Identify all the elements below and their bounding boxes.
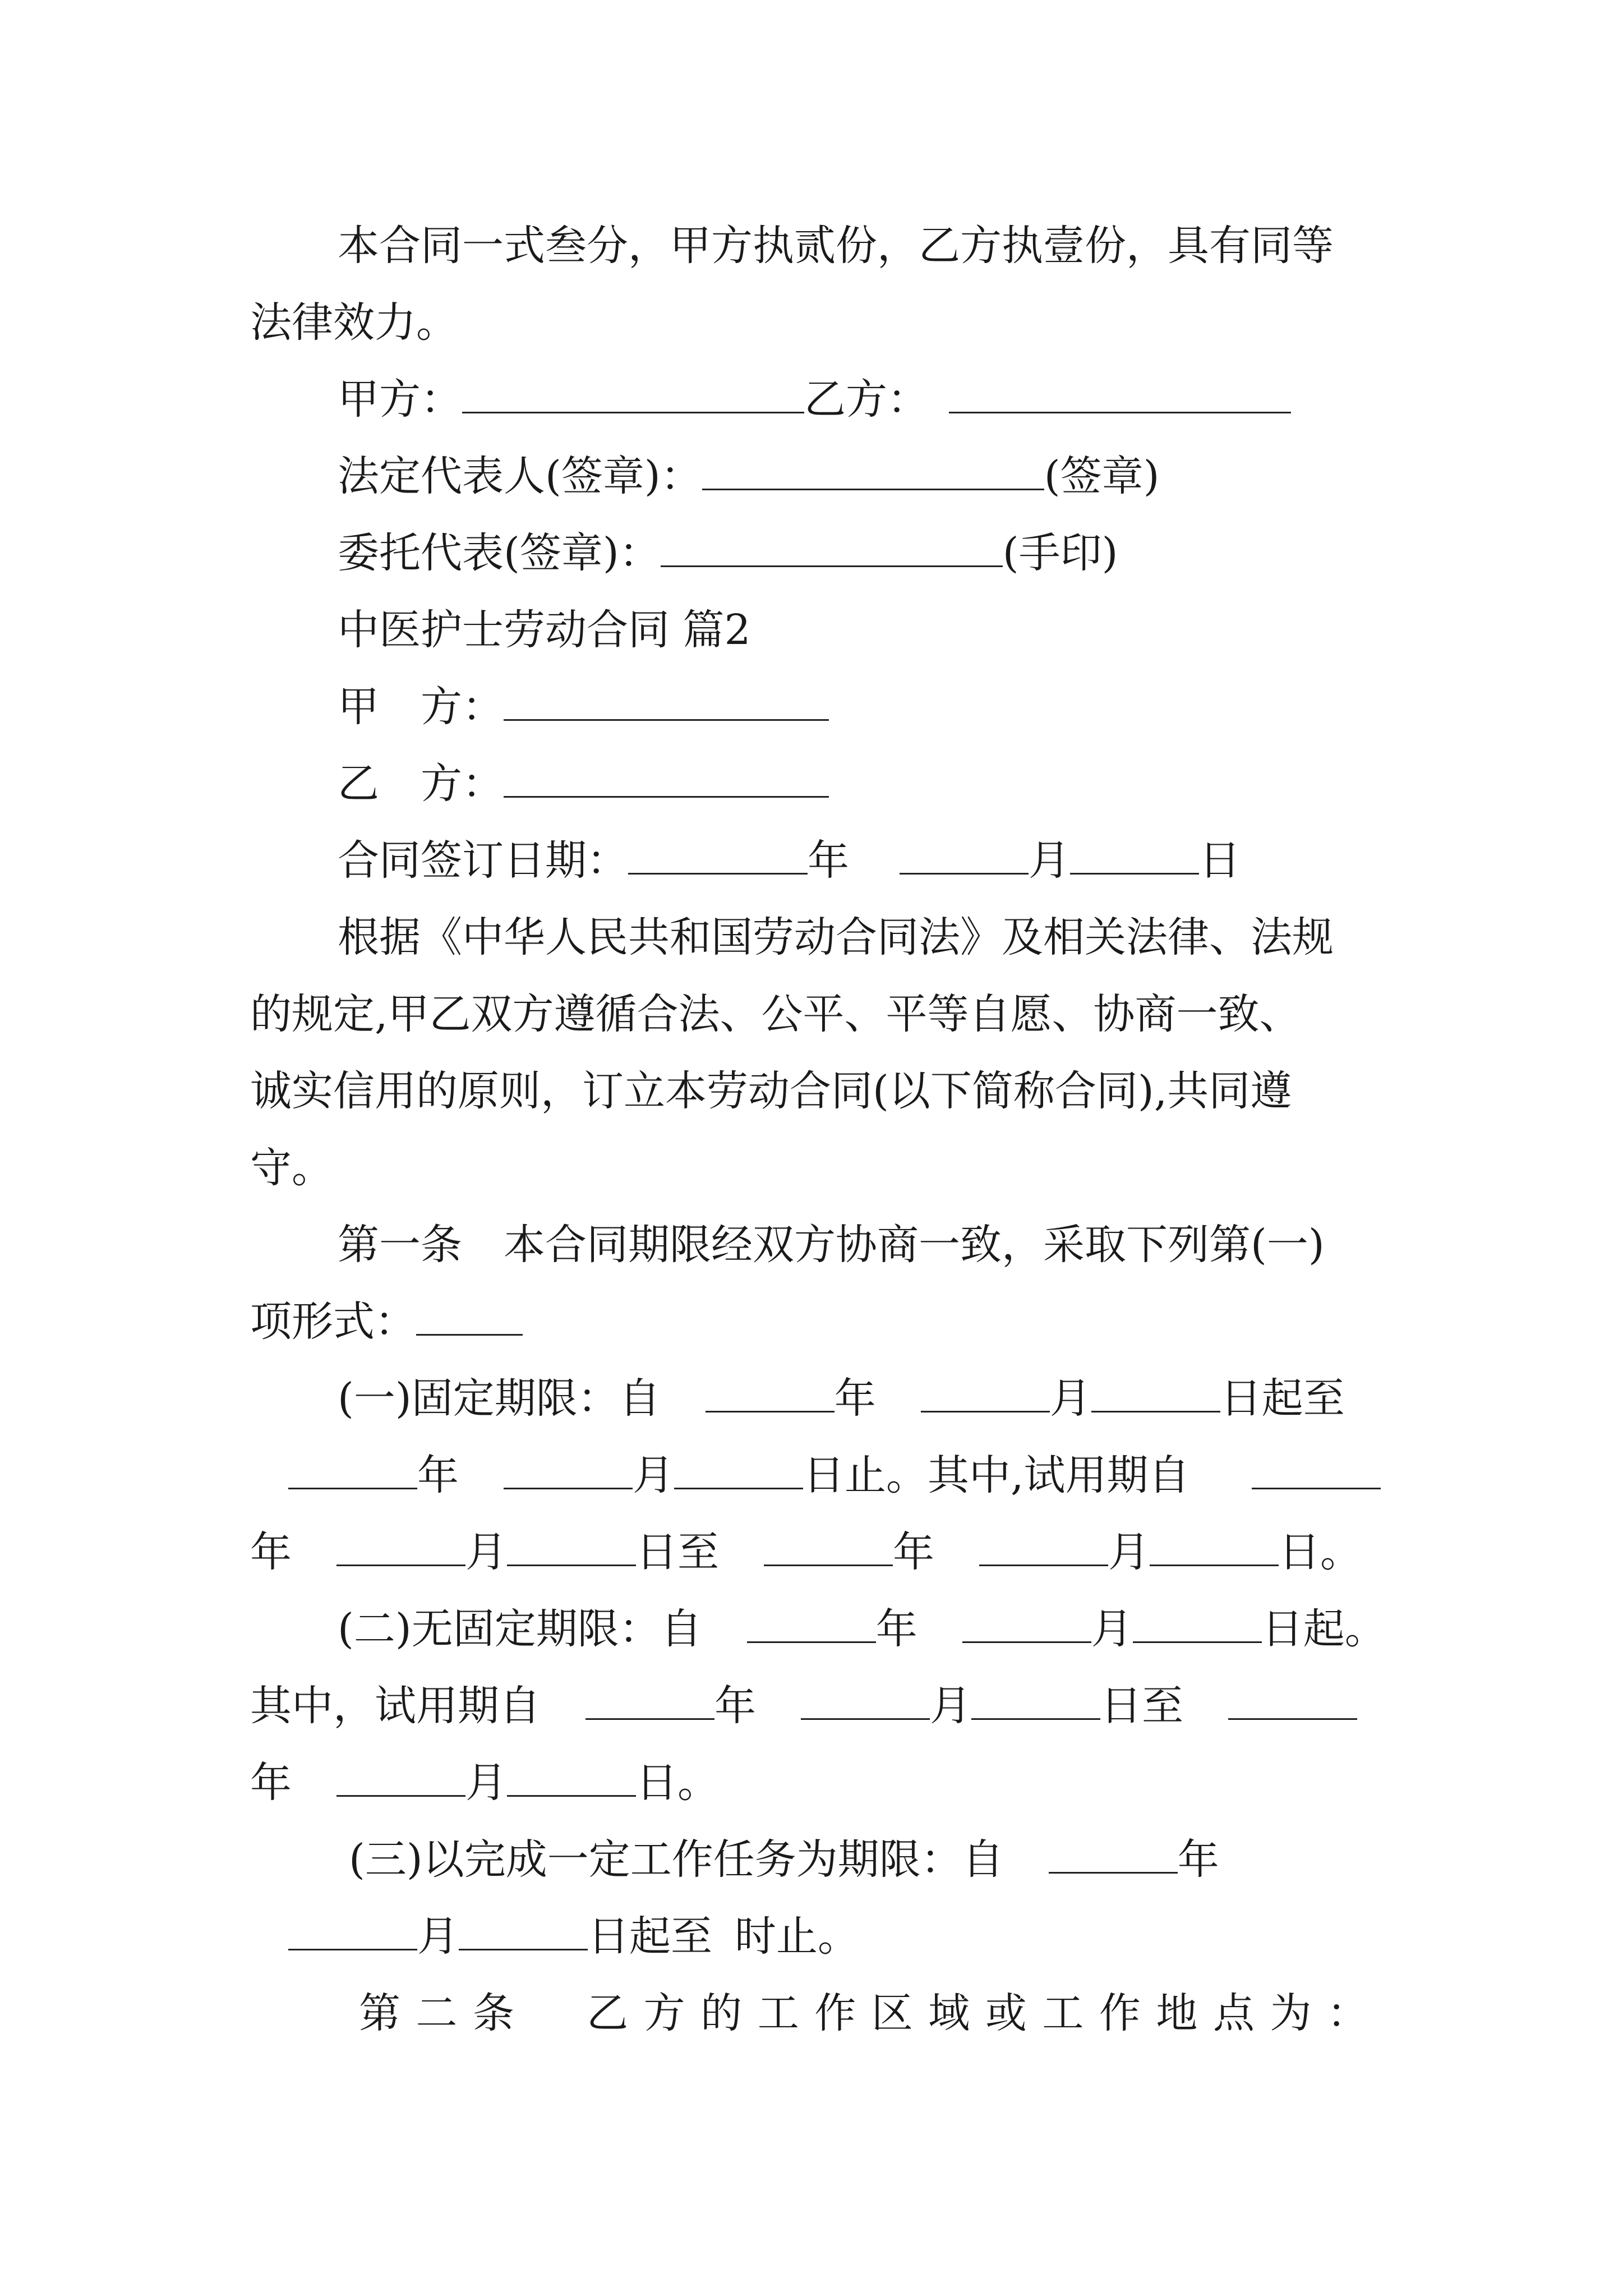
fixed-end-year: 年 — [417, 1451, 459, 1499]
sign-year-blank — [628, 834, 808, 875]
party-a-label: 甲方： — [338, 375, 462, 424]
open-trial-end-day-blank — [507, 1756, 636, 1797]
sign-date-label: 合同签订日期： — [338, 836, 628, 885]
sign-day-label: 日 — [1199, 836, 1241, 885]
open-trial-day: 日至 — [1100, 1682, 1183, 1730]
fixed-trial-day-blank — [507, 1525, 636, 1566]
open-trial-end-month: 月 — [465, 1759, 507, 1807]
article-1-form-label: 项形式： — [250, 1297, 416, 1346]
fixed-trial-end-year-blank — [764, 1525, 893, 1566]
task-end: 时止。 — [735, 1912, 859, 1961]
fixed-end-year-blank — [288, 1448, 417, 1489]
copies-line-1: 本合同一式叁分，甲方执贰份，乙方执壹份，具有同等 — [338, 222, 1334, 270]
fixed-end-day-blank — [674, 1448, 803, 1489]
fixed-start-day: 日起至 — [1220, 1374, 1345, 1423]
fixed-start-month: 月 — [1049, 1374, 1091, 1423]
contract2-party-a-label: 甲 方： — [338, 683, 504, 731]
contract2-party-a-blank — [504, 680, 829, 721]
article-2-line: 第二条 乙方的工作区域或工作地点为： — [359, 1989, 1368, 2037]
open-term-line-3 — [250, 1745, 719, 1821]
fixed-start-month-blank — [921, 1372, 1050, 1412]
task-start-month: 月 — [417, 1912, 459, 1961]
party-a-blank — [462, 372, 804, 413]
contract2-party-b-blank — [504, 757, 829, 798]
open-start-day-blank — [1133, 1602, 1262, 1643]
open-trial-year: 年 — [714, 1682, 756, 1730]
fixed-start-day-blank — [1091, 1372, 1220, 1412]
sign-month-label: 月 — [1029, 836, 1070, 885]
article-1-line-2 — [250, 1283, 523, 1360]
legal-rep-label: 法定代表人(签章)： — [338, 452, 702, 500]
fixed-term-label: (一)固定期限：自 — [338, 1374, 661, 1423]
fixed-trial-end-month-blank — [979, 1525, 1108, 1566]
open-trial-day-blank — [971, 1679, 1100, 1720]
open-trial-year-blank — [585, 1679, 714, 1720]
fixed-trial-end-day: 日。 — [1279, 1528, 1362, 1576]
sign-year-label: 年 — [808, 836, 849, 885]
open-trial-label: 其中，试用期自 — [250, 1682, 541, 1730]
task-start-year-blank — [1049, 1833, 1178, 1874]
fixed-trial-day: 日至 — [636, 1528, 719, 1576]
agent-line — [338, 515, 1118, 592]
sign-date-line — [338, 822, 1241, 899]
task-term-line-1 — [349, 1821, 1219, 1898]
open-term-label: (二)无固定期限：自 — [338, 1605, 702, 1653]
fixed-start-year-blank — [706, 1372, 834, 1412]
legal-rep-line — [338, 438, 1160, 515]
task-start-month-blank — [288, 1910, 417, 1950]
agent-suffix: (手印) — [1002, 529, 1118, 577]
fixed-trial-month-blank — [336, 1525, 465, 1566]
open-start-month: 月 — [1091, 1605, 1133, 1653]
article-1-form-blank — [416, 1295, 523, 1336]
open-trial-end-year: 年 — [250, 1759, 292, 1807]
intro-line-2: 的规定,甲乙双方遵循合法、公平、平等自愿、协商一致、 — [250, 990, 1301, 1038]
open-trial-month-blank — [801, 1679, 930, 1720]
fixed-trial-end-year: 年 — [893, 1528, 934, 1576]
fixed-term-line-3 — [250, 1514, 1362, 1591]
fixed-end-month-blank — [504, 1448, 633, 1489]
task-start-day: 日起至 — [588, 1912, 712, 1961]
open-trial-end-month-blank — [336, 1756, 465, 1797]
contract2-party-b-label: 乙 方： — [338, 760, 504, 808]
fixed-end-month: 月 — [633, 1451, 674, 1499]
contract2-party-a-line — [338, 669, 829, 746]
open-term-line-1 — [338, 1591, 1386, 1668]
task-start-year: 年 — [1177, 1835, 1219, 1884]
open-trial-end-year-blank — [1228, 1679, 1357, 1720]
intro-line-1: 根据《中华人民共和国劳动合同法》及相关法律、法规 — [338, 913, 1334, 961]
fixed-term-line-1 — [338, 1360, 1345, 1437]
party-b-blank — [949, 372, 1291, 413]
open-term-line-2 — [250, 1668, 1357, 1745]
agent-label: 委托代表(签章)： — [338, 529, 661, 577]
sign-month-blank — [900, 834, 1029, 875]
open-start-year: 年 — [875, 1605, 917, 1653]
fixed-trial-year-blank — [1252, 1448, 1381, 1489]
task-term-line-2 — [288, 1898, 859, 1975]
intro-line-3: 诚实信用的原则，订立本劳动合同(以下简称合同),共同遵 — [250, 1067, 1292, 1115]
copies-line-2: 法律效力。 — [250, 298, 458, 347]
legal-rep-blank — [702, 449, 1044, 490]
fixed-trial-month: 月 — [465, 1528, 507, 1576]
fixed-end-day: 日止。其中,试用期自 — [803, 1451, 1190, 1499]
open-start-year-blank — [747, 1602, 876, 1643]
section-title: 中医护士劳动合同 篇2 — [338, 606, 751, 654]
task-start-day-blank — [459, 1910, 588, 1950]
intro-line-4: 守。 — [250, 1144, 333, 1192]
fixed-trial-end-month: 月 — [1108, 1528, 1150, 1576]
legal-rep-suffix: (签章) — [1044, 452, 1160, 500]
fixed-trial-year: 年 — [250, 1528, 292, 1576]
fixed-trial-end-day-blank — [1150, 1525, 1279, 1566]
article-1-line-1: 第一条 本合同期限经双方协商一致，采取下列第(一) — [338, 1221, 1325, 1269]
fixed-term-line-2 — [288, 1437, 1381, 1514]
agent-blank — [661, 526, 1003, 567]
open-trial-month: 月 — [930, 1682, 971, 1730]
open-start-day: 日起。 — [1261, 1605, 1386, 1653]
fixed-start-year: 年 — [834, 1374, 876, 1423]
party-b-label: 乙方： — [804, 375, 929, 424]
open-start-month-blank — [962, 1602, 1091, 1643]
party-signature-line — [338, 361, 1291, 438]
task-term-label: (三)以完成一定工作任务为期限：自 — [349, 1835, 1004, 1884]
sign-day-blank — [1070, 834, 1199, 875]
open-trial-end-day: 日。 — [636, 1759, 719, 1807]
contract2-party-b-line — [338, 746, 829, 822]
